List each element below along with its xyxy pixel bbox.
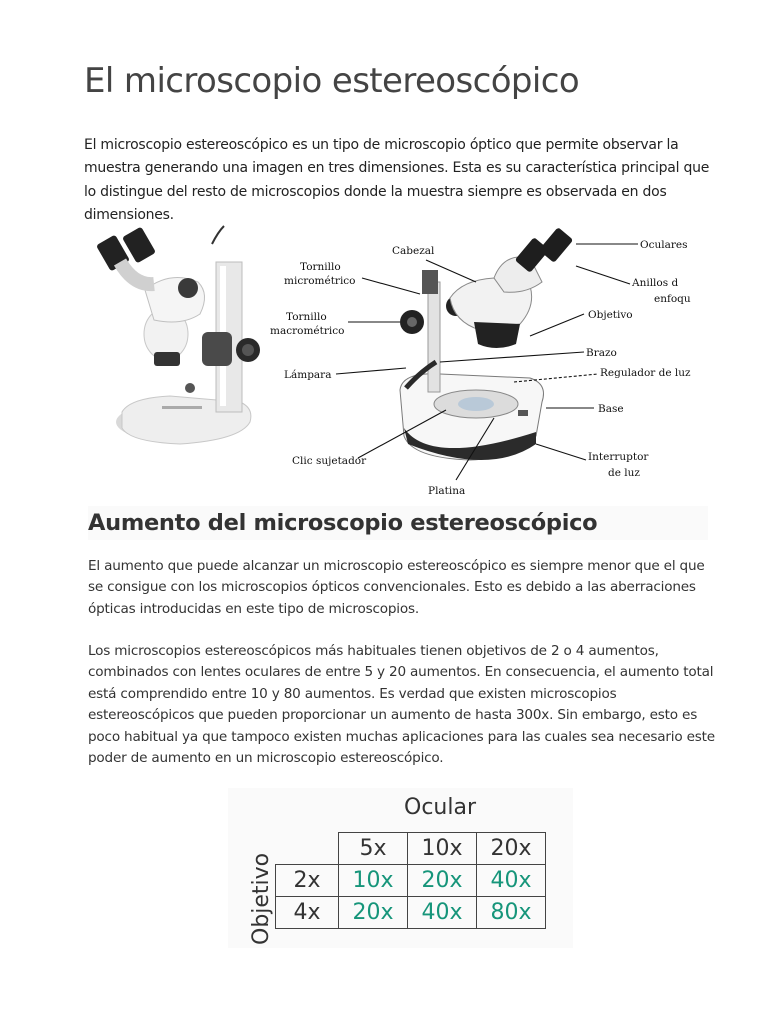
label-tornillo-micro-2: micrométrico (284, 275, 356, 287)
table-cell: 40x (408, 897, 477, 929)
label-tornillo-micro-1: Tornillo (300, 261, 341, 273)
label-tornillo-macro-1: Tornillo (286, 311, 327, 323)
table-cell: 40x (477, 865, 546, 897)
label-anillos-1: Anillos d (632, 277, 679, 289)
label-interruptor-1: Interruptor (588, 451, 649, 463)
label-tornillo-macro-2: macrométrico (270, 325, 345, 337)
paragraph-1: El aumento que puede alcanzar un microscopio estereoscópico es siempre menor que el que se consigue con los microscopios ópticos convencionales. Esto es debido a las aberraciones ópticas introducidas en este tipo de microscopios. (88, 558, 705, 617)
table-row-label: 4x (276, 897, 339, 929)
table-column-header: Ocular (404, 795, 476, 820)
microscope-figure (90, 222, 700, 502)
table-corner (276, 833, 339, 865)
table-cell: 20x (408, 865, 477, 897)
table-header-row (276, 833, 546, 865)
table-column-label: 20x (477, 833, 546, 865)
magnification-table (275, 832, 546, 929)
section-title: Aumento del microscopio estereoscópico (88, 506, 708, 540)
label-lampara: Lámpara (284, 369, 332, 381)
label-oculares: Oculares (640, 239, 688, 251)
microscope-diagram-right (270, 227, 691, 497)
table-row-label: 2x (276, 865, 339, 897)
table-row (276, 865, 546, 897)
table-cell: 20x (339, 897, 408, 929)
paragraph-2: Los microscopios estereoscópicos más habituales tienen objetivos de 2 o 4 aumentos, combinados con lentes oculares de entre 5 y 20 aumentos. En consecuencia, el aumento total está comprendido entre 10 y 80 aumentos. Es verdad que existen microscopios estereoscópicos que pueden proporcionar un aumento de hasta 300x. Sin embargo, esto es poco habitual ya que tampoco existen muchas aplicaciones para las cuales sea necesario este poder de aumento en un microscopio estereoscópico. (88, 643, 715, 767)
table-column-label: 10x (408, 833, 477, 865)
label-base: Base (598, 403, 624, 415)
label-clic: Clic sujetador (292, 455, 367, 467)
table-row (276, 897, 546, 929)
label-anillos-2: enfoqu (654, 293, 691, 305)
page-title: El microscopio estereoscópico (84, 61, 580, 101)
label-platina: Platina (428, 485, 466, 497)
intro-paragraph: El microscopio estereoscópico es un tipo de microscopio óptico que permite observar la muestra generando una imagen en tres dimensiones. Esta es su característica principal que lo distingue del resto de microscopios donde la muestra siempre es observada en dos dimensiones. (84, 137, 710, 223)
table-cell: 80x (477, 897, 546, 929)
table-row-header: Objetivo (249, 852, 274, 945)
label-objetivo: Objetivo (588, 309, 633, 321)
table-cell: 10x (339, 865, 408, 897)
label-cabezal: Cabezal (392, 245, 435, 257)
label-brazo: Brazo (586, 347, 617, 359)
microscope-photo-left (96, 226, 260, 444)
label-interruptor-2: de luz (608, 467, 640, 479)
table-column-label: 5x (339, 833, 408, 865)
label-regulador: Regulador de luz (600, 367, 691, 379)
